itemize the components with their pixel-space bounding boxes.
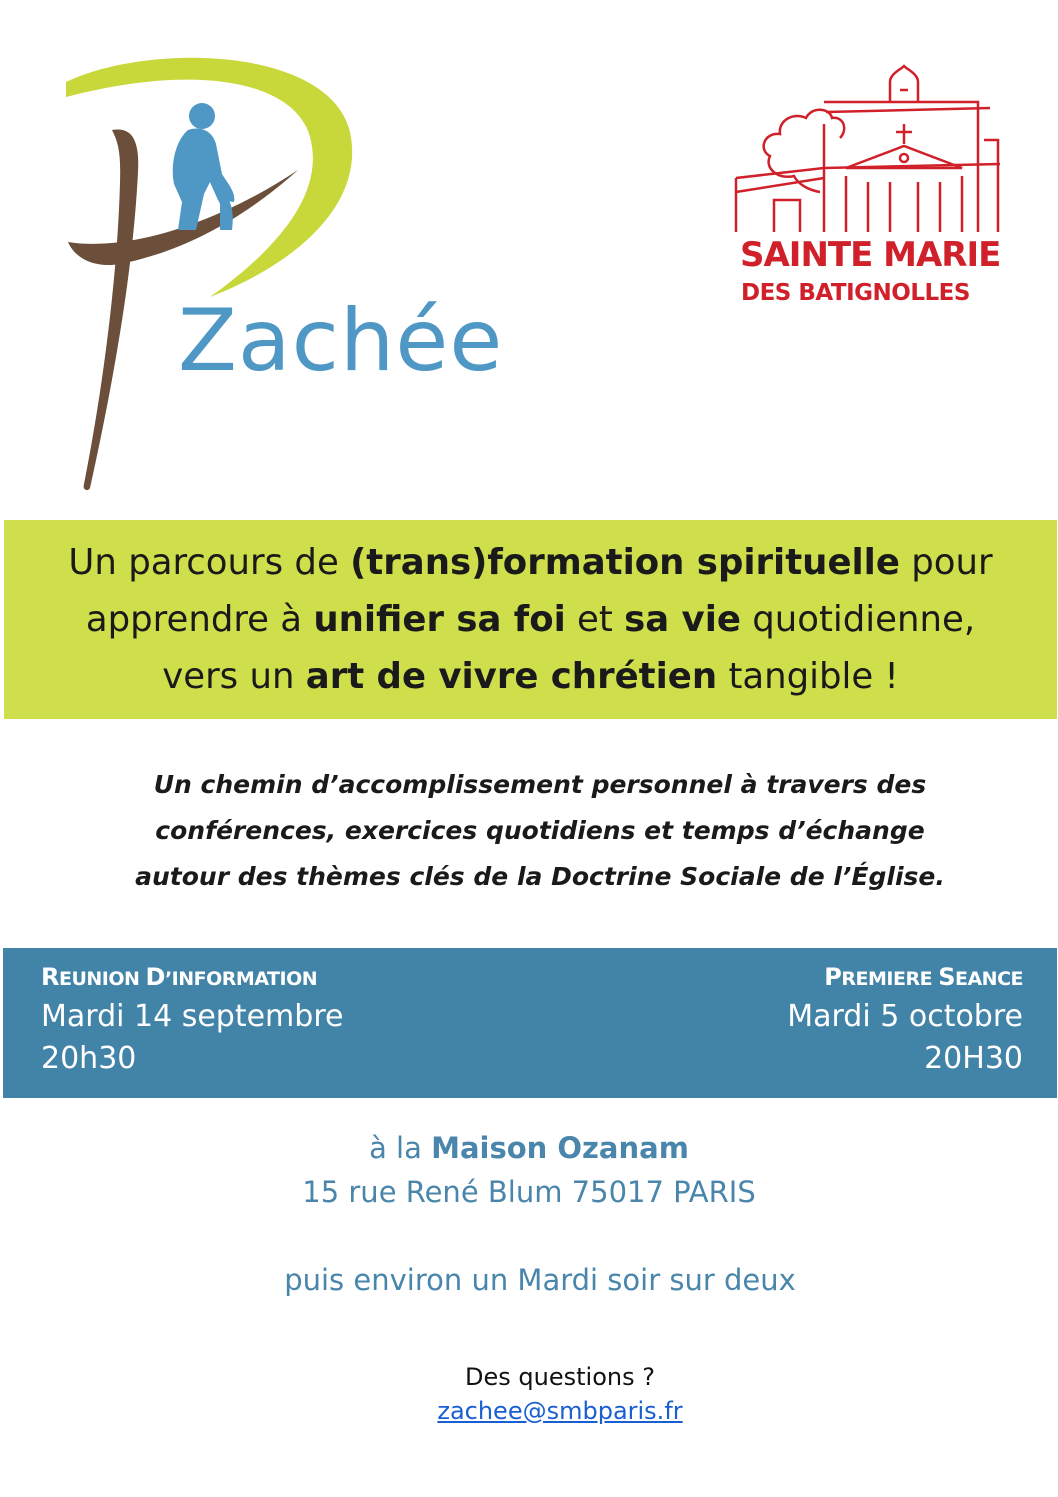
- first-session: [787, 960, 1023, 1080]
- info-meeting-heading: REUNION D’INFORMATION: [41, 963, 318, 991]
- headline-text: apprendre à: [85, 599, 314, 640]
- description-line: conférences, exercices quotidiens et temps d’échange: [155, 816, 925, 845]
- headline-text: Un parcours de: [68, 542, 351, 583]
- venue-name: Maison Ozanam: [431, 1131, 689, 1165]
- description-line: autour des thèmes clés de la Doctrine Sociale de l’Église.: [135, 862, 945, 891]
- headline-text: et: [565, 599, 625, 640]
- headline-emphasis: art de vivre chrétien: [305, 656, 718, 697]
- venue-prefix: à la: [369, 1131, 432, 1165]
- church-facade-icon: [728, 60, 1003, 235]
- first-session-heading: PREMIERE SEANCE: [824, 963, 1023, 991]
- parish-name-line1: SAINTE MARIE: [740, 235, 1001, 275]
- contact-email-link[interactable]: zachee@smbparis.fr: [437, 1397, 683, 1425]
- headline-line2: [4, 591, 1057, 648]
- contact-question: Des questions ?: [465, 1363, 655, 1391]
- headline-line1: [4, 534, 1057, 591]
- headline-band: [4, 520, 1057, 719]
- parish-logo: [728, 60, 1003, 310]
- zachee-logo: [60, 52, 560, 492]
- venue-name-line: [0, 1126, 1058, 1170]
- headline-text: pour: [899, 542, 993, 583]
- description-line: Un chemin d’accomplissement personnel à travers des: [153, 770, 927, 799]
- headline-text: quotidienne,: [740, 599, 976, 640]
- venue-address: 15 rue René Blum 75017 PARIS: [302, 1175, 756, 1209]
- info-meeting-time: 20h30: [41, 1041, 137, 1076]
- first-session-time: 20H30: [924, 1041, 1023, 1076]
- info-meeting-date: Mardi 14 septembre: [41, 999, 344, 1034]
- headline-emphasis: (trans)formation spirituelle: [350, 542, 900, 583]
- venue: [0, 1126, 1058, 1214]
- first-session-date: Mardi 5 octobre: [787, 999, 1023, 1034]
- zachee-cross-figure-icon: [60, 52, 560, 492]
- info-meeting: [41, 960, 343, 1080]
- headline-emphasis: sa vie: [624, 599, 741, 640]
- parish-name-line2: DES BATIGNOLLES: [741, 280, 970, 306]
- headline-text: tangible !: [717, 656, 899, 697]
- schedule-band: [3, 948, 1057, 1098]
- headline-text: vers un: [162, 656, 306, 697]
- meeting-frequency: puis environ un Mardi soir sur deux: [284, 1263, 796, 1297]
- program-description: [40, 762, 1040, 900]
- zachee-wordmark: Zachée: [178, 291, 504, 391]
- headline-line3: [4, 648, 1057, 705]
- headline-emphasis: unifier sa foi: [313, 599, 566, 640]
- contact: [0, 1360, 1058, 1428]
